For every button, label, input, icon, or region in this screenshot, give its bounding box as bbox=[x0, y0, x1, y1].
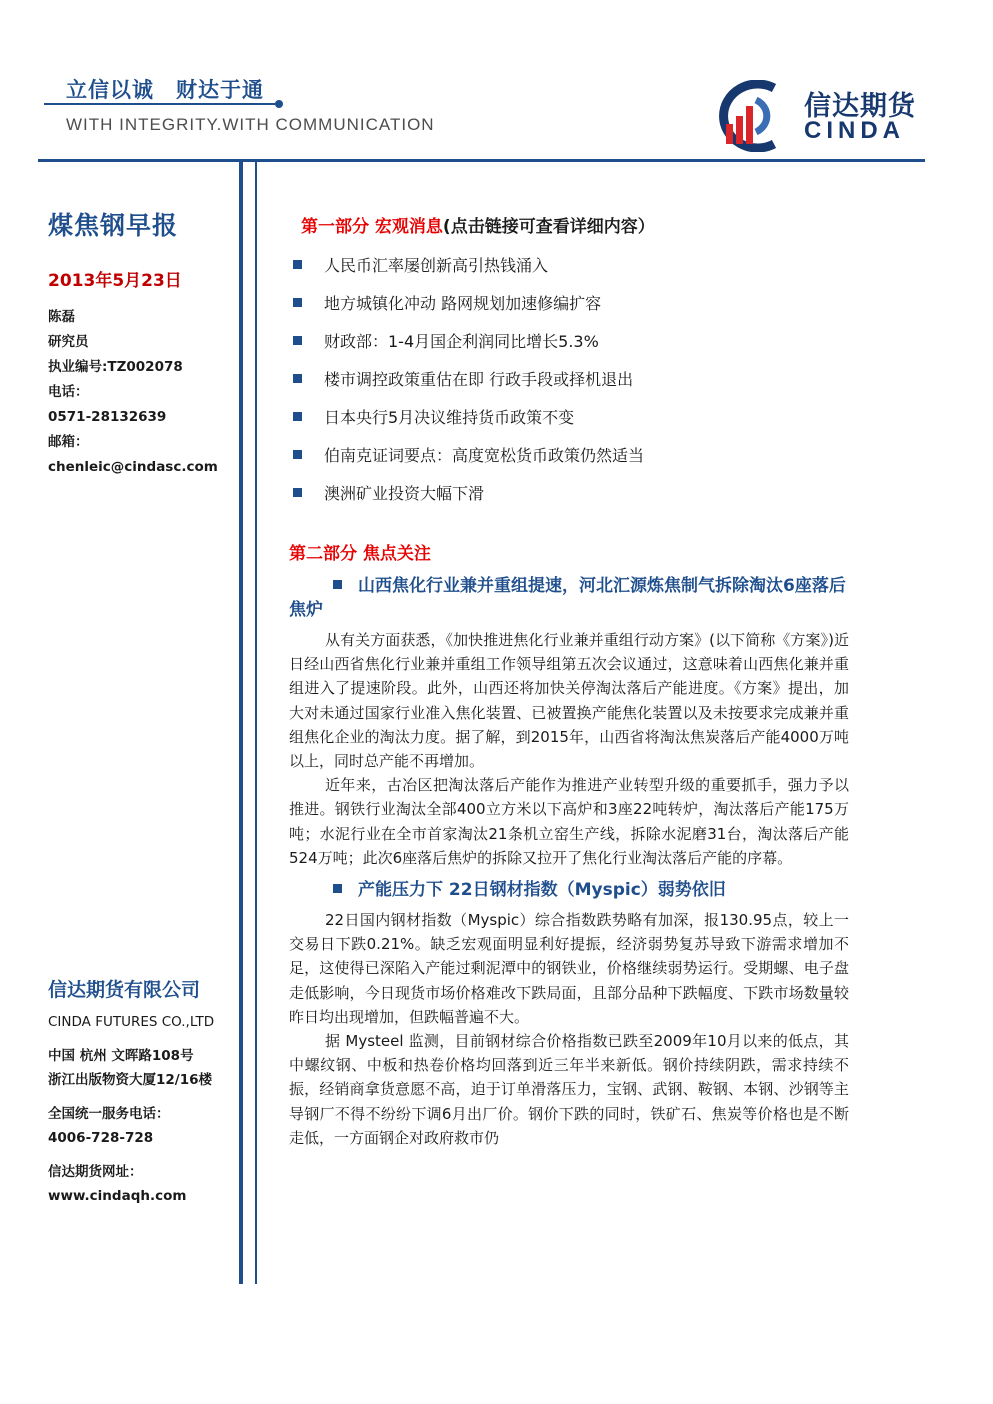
email-address[interactable]: chenleic@cindasc.com bbox=[48, 459, 218, 475]
news-link[interactable]: 人民币汇率屡创新高引热钱涌入 bbox=[324, 255, 549, 275]
news-item[interactable] bbox=[289, 359, 849, 397]
news-link[interactable]: 澳洲矿业投资大幅下滑 bbox=[324, 483, 485, 503]
news-item[interactable] bbox=[289, 473, 849, 511]
author-contact bbox=[48, 305, 234, 480]
company-info bbox=[48, 975, 234, 1208]
square-bullet-icon bbox=[293, 336, 302, 345]
square-bullet-icon bbox=[293, 450, 302, 459]
website-link[interactable]: www.cindaqh.com bbox=[48, 1188, 187, 1204]
news-item[interactable] bbox=[289, 321, 849, 359]
company-address-line: 中国 杭州 文晖路108号 bbox=[48, 1048, 194, 1064]
topic-paragraph: 从有关方面获悉，《加快推进焦化行业兼并重组行动方案》(以下简称《方案》)近日经山西省焦化行业兼并重组工作领导组第五次会议通过，这意味着山西焦化兼并重组进入了提速阶段。此外，山西还将加快关停淘汰落后产能进度。《方案》提出，加大对未通过国家行业准入焦化装置、已被置换产能焦化装置以及未按要求完成兼并重组焦化企业的淘汰力度。据了解，到2015年，山西省将淘汰焦炭落后产能4000万吨以上，同时总产能不再增加。 bbox=[289, 631, 849, 771]
section2-heading: 第二部分 焦点关注 bbox=[289, 544, 431, 564]
slogan-chinese: 立信以诚 财达于通 bbox=[66, 78, 264, 102]
email-label: 邮箱： bbox=[48, 434, 89, 450]
website-label: 信达期货网址： bbox=[48, 1164, 143, 1180]
news-item[interactable] bbox=[289, 435, 849, 473]
topic-paragraph: 22日国内钢材指数（Myspic）综合指数跌势略有加深，报130.95点，较上一交易日下跌0.21%。缺乏宏观面明显利好提振，经济弱势复苏导致下游需求增加不足，这使得已深陷入产能过剩泥潭中的钢铁业，价格继续弱势运行。受期螺、电子盘走低影响，今日现货市场价格难改下跌局面，且部分品种下跌幅度、下跌市场数量较昨日均出现增加，但跌幅普遍不大。 bbox=[289, 911, 849, 1026]
topic-heading bbox=[289, 878, 849, 902]
logo-chinese-name: 信达期货 bbox=[804, 91, 916, 122]
sidebar-divider-thick bbox=[239, 162, 243, 1284]
topic-heading-text: 山西焦化行业兼并重组提速，河北汇源炼焦制气拆除淘汰6座落后焦炉 bbox=[289, 576, 846, 620]
author-role: 研究员 bbox=[48, 334, 89, 350]
service-phone-label: 全国统一服务电话： bbox=[48, 1106, 170, 1122]
topic-heading bbox=[289, 574, 849, 622]
topic-paragraph: 据 Mysteel 监测，目前钢材综合价格指数已跌至2009年10月以来的低点，其中螺纹钢、中板和热卷价格均回落到近三年半来新低。钢价持续阴跌，需求持续不振，经销商拿货意愿不高，迫于订单滑落压力，宝钢、武钢、鞍钢、本钢、沙钢等主导钢厂不得不纷纷下调6月出厂价。钢价下跌的同时，铁矿石、焦炭等价格也是不断走低，一方面钢企对政府救市仍 bbox=[289, 1032, 849, 1147]
topic-2 bbox=[289, 878, 849, 1150]
news-item[interactable] bbox=[289, 397, 849, 435]
header-divider bbox=[38, 159, 925, 162]
company-name-chinese: 信达期货有限公司 bbox=[48, 979, 201, 1001]
topic-1 bbox=[289, 574, 849, 870]
section1-heading bbox=[301, 212, 849, 237]
slogan-dot bbox=[275, 100, 283, 108]
author-name: 陈磊 bbox=[48, 309, 75, 325]
news-link[interactable]: 财政部：1-4月国企利润同比增长5.3% bbox=[324, 331, 599, 351]
square-bullet-icon bbox=[293, 412, 302, 421]
macro-news-list bbox=[289, 245, 849, 511]
slogan-english: WITH INTEGRITY.WITH COMMUNICATION bbox=[66, 115, 435, 134]
news-link[interactable]: 伯南克证词要点：高度宽松货币政策仍然适当 bbox=[324, 445, 645, 465]
news-link[interactable]: 楼市调控政策重估在即 行政手段或择机退出 bbox=[324, 369, 634, 389]
section1-title: 第一部分 宏观消息 bbox=[301, 217, 443, 237]
company-name-english: CINDA FUTURES CO.,LTD bbox=[48, 1014, 215, 1030]
topic-heading-text: 产能压力下 22日钢材指数（Myspic）弱势依旧 bbox=[358, 880, 726, 901]
news-link[interactable]: 日本央行5月决议维持货币政策不变 bbox=[324, 407, 575, 427]
square-bullet-icon bbox=[293, 260, 302, 269]
service-phone: 4006-728-728 bbox=[48, 1130, 154, 1146]
main-content bbox=[289, 212, 849, 1150]
square-bullet-icon bbox=[293, 488, 302, 497]
news-item[interactable] bbox=[289, 283, 849, 321]
phone-number: 0571-28132639 bbox=[48, 409, 167, 425]
logo-english-name: CINDA bbox=[804, 117, 905, 144]
section1-title-note: (点击链接可查看详细内容） bbox=[442, 217, 655, 237]
topic-paragraph: 近年来，古冶区把淘汰落后产能作为推进产业转型升级的重要抓手，强力予以推进。钢铁行业淘汰全部400立方米以下高炉和3座22吨转炉，淘汰落后产能175万吨；水泥行业在全市首家淘汰21条机立窑生产线，拆除水泥磨31台，淘汰落后产能524万吨；此次6座落后焦炉的拆除又拉开了焦化行业淘汰落后产能的序幕。 bbox=[289, 776, 849, 867]
license-number: 执业编号:TZ002078 bbox=[48, 359, 183, 375]
sidebar-divider-thin bbox=[255, 162, 257, 1284]
square-bullet-icon bbox=[333, 580, 342, 589]
cinda-logo-icon bbox=[704, 80, 796, 152]
news-link[interactable]: 地方城镇化冲动 路网规划加速修编扩容 bbox=[324, 293, 602, 313]
news-item[interactable] bbox=[289, 245, 849, 283]
square-bullet-icon bbox=[293, 374, 302, 383]
square-bullet-icon bbox=[333, 884, 342, 893]
phone-label: 电话： bbox=[48, 384, 89, 400]
report-title: 煤焦钢早报 bbox=[48, 211, 179, 240]
slogan-underline bbox=[44, 103, 276, 105]
company-address-line: 浙江出版物资大厦12/16楼 bbox=[48, 1072, 213, 1088]
report-date: 2013年5月23日 bbox=[48, 271, 182, 291]
square-bullet-icon bbox=[293, 298, 302, 307]
sidebar bbox=[48, 206, 234, 480]
